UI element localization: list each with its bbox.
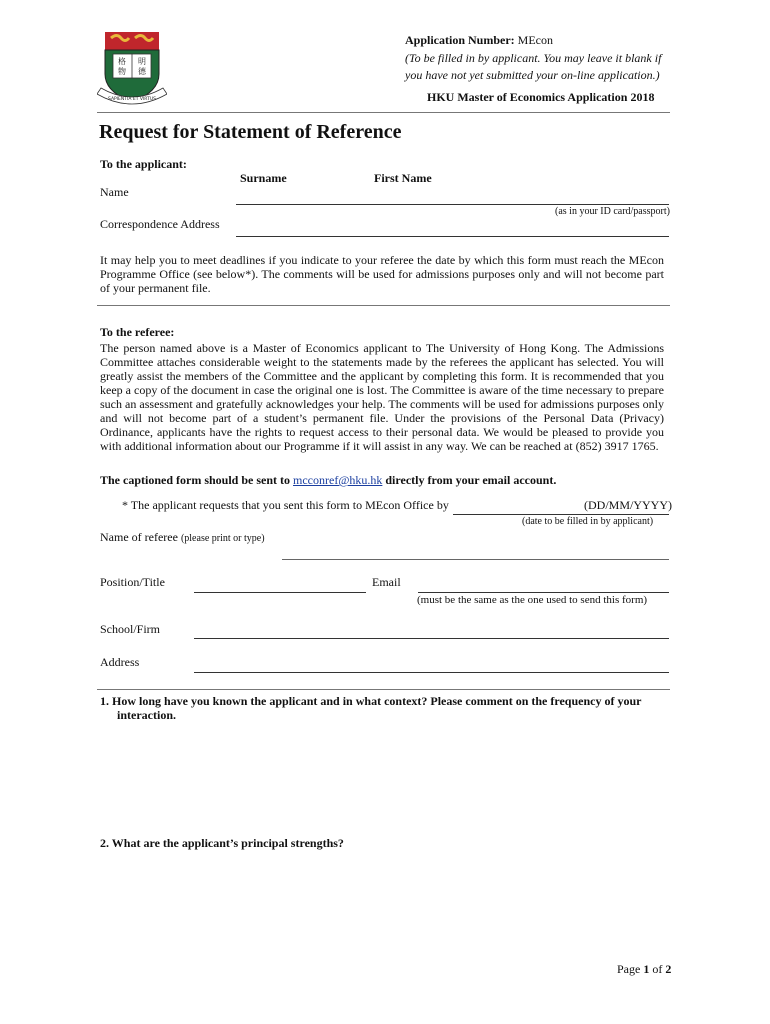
surname-label: Surname xyxy=(240,171,287,185)
email-label: Email xyxy=(372,575,401,589)
page-total: 2 xyxy=(665,962,672,976)
firstname-label: First Name xyxy=(374,171,432,185)
id-card-note: (as in your ID card/passport) xyxy=(555,206,670,217)
position-title-field[interactable] xyxy=(194,592,366,593)
page-current: 1 xyxy=(643,962,650,976)
applicant-instruction: It may help you to meet deadlines if you indicate to your referee the date by which this form must reach the MEcon Programme Office (see below*). The comments will be used for admissions purposes only and will not become part of your permanent file. xyxy=(100,253,664,295)
crest-motto: SAPIENTIA ET VIRTUS xyxy=(108,97,156,102)
correspondence-address-field[interactable] xyxy=(236,236,669,237)
application-number-label: Application Number: xyxy=(405,33,515,47)
university-crest-icon xyxy=(97,30,167,110)
answer-2-area[interactable] xyxy=(100,852,669,952)
applicant-name-label: Name xyxy=(100,185,129,199)
referee-body: The person named above is a Master of Economics applicant to The University of Hong Kong. The Admissions Committee attaches considerable weight to the statements made by the referees the applicant has selected. You will greatly assist the members of the Committee and the applicant by completing this form. It is recommended that you keep a copy of the document in case the original one is lost. The Committee is aware of the time necessary to prepare such an assessment and gratefully acknowledges your help. The comments will be used for admissions purposes only and will not become part of a student’s permanent file. Under the provisions of the Personal Data (Privacy) Ordinance, applicants have the rights to request access to their personal data. We would be pleased to provide you with additional information about our Programme if it will assist in any way. We can be reached at (852) 3917 1765. xyxy=(100,341,664,453)
correspondence-address-label: Correspondence Address xyxy=(100,217,220,231)
question-1: 1. How long have you known the applicant and in what context? Please comment on the frequency of your xyxy=(100,694,642,708)
reference-email-link[interactable]: mcconref@hku.hk xyxy=(293,473,383,487)
email-field[interactable] xyxy=(418,592,669,593)
email-note: (must be the same as the one used to send this form) xyxy=(417,594,648,606)
applicant-name-field[interactable] xyxy=(236,204,669,205)
referee-heading: To the referee: xyxy=(100,325,175,339)
section-divider xyxy=(97,305,670,306)
deadline-date-field[interactable] xyxy=(453,514,669,515)
application-number xyxy=(405,32,553,48)
position-title-label: Position/Title xyxy=(100,575,165,589)
crest-char: 物 xyxy=(118,67,126,76)
program-title: HKU Master of Economics Application 2018 xyxy=(427,90,655,104)
page-number xyxy=(617,962,671,977)
application-note-line1: (To be filled in by applicant. You may leave it blank if xyxy=(405,51,662,65)
referee-name-label xyxy=(100,530,265,545)
page-prefix: Page xyxy=(617,962,641,976)
application-number-value[interactable]: MEcon xyxy=(517,33,553,47)
request-date-text: * The applicant requests that you sent this form to MEcon Office by xyxy=(122,498,449,512)
question-1-continued: interaction. xyxy=(117,708,176,722)
school-firm-label: School/Firm xyxy=(100,622,161,636)
header-divider xyxy=(97,112,670,113)
crest-char: 明 xyxy=(138,57,146,66)
date-format: (DD/MM/YYYY) xyxy=(584,498,672,512)
question-2: 2. What are the applicant’s principal strengths? xyxy=(100,836,344,850)
crest-char: 德 xyxy=(138,67,146,76)
applicant-heading: To the applicant: xyxy=(100,157,187,171)
date-note: (date to be filled in by applicant) xyxy=(522,516,654,527)
page-of: of xyxy=(652,962,663,976)
referee-address-label: Address xyxy=(100,655,140,669)
crest-char: 格 xyxy=(118,57,126,66)
application-note-line2: you have not yet submitted your on-line application.) xyxy=(405,68,660,82)
school-firm-field[interactable] xyxy=(194,638,669,639)
send-prefix: The captioned form should be sent to xyxy=(100,473,291,487)
answer-1-area[interactable] xyxy=(100,725,669,825)
send-instruction xyxy=(100,473,556,488)
referee-name-text: Name of referee xyxy=(100,530,178,544)
page-title: Request for Statement of Reference xyxy=(99,121,402,143)
questions-divider xyxy=(97,689,670,690)
referee-name-field[interactable] xyxy=(282,559,669,560)
send-suffix: directly from your email account. xyxy=(385,473,557,487)
referee-address-field[interactable] xyxy=(194,672,669,673)
referee-name-hint: (please print or type) xyxy=(180,533,265,544)
